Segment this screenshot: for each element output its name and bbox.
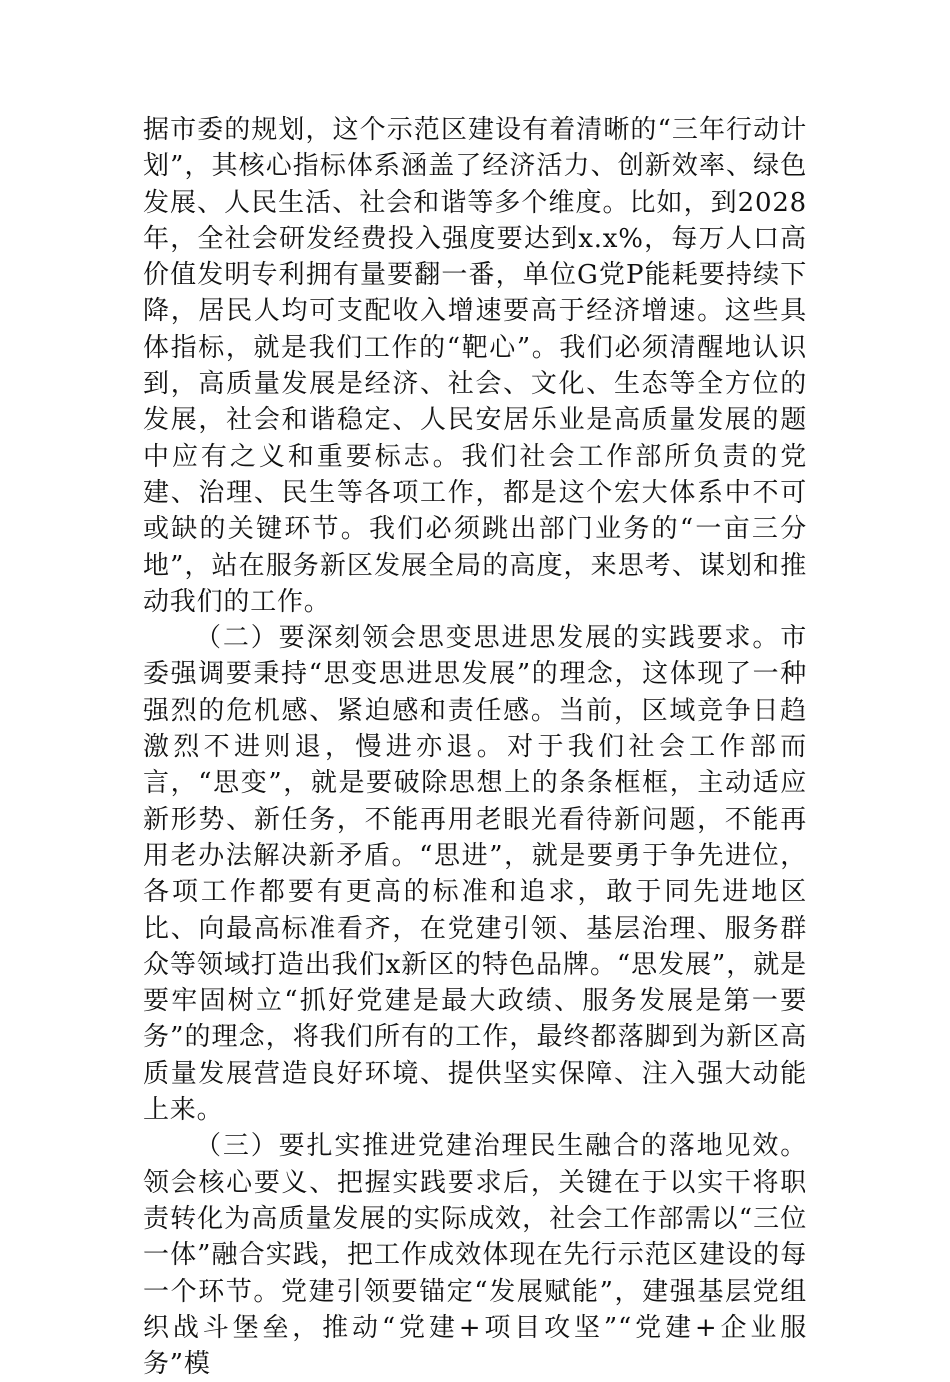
document-body bbox=[143, 112, 807, 1382]
paragraph-integration-effectiveness: （三）要扎实推进党建治理民生融合的落地见效。领会核心要义、把握实践要求后，关键在于以实干将职责转化为高质量发展的实际成效，社会工作部需以“三位一体”融合实践，把工作成效体现在先行示范区建设的每一个环节。党建引领要锚定“发展赋能”，建强基层党组织战斗堡垒，推动“党建+项目攻坚”“党建+企业服务”模 bbox=[143, 1131, 807, 1380]
paragraph-practice-requirements: （二）要深刻领会思变思进思发展的实践要求。市委强调要秉持“思变思进思发展”的理念，这体现了一种强烈的危机感、紧迫感和责任感。当前，区域竞争日趋激烈不进则退，慢进亦退。对于我们社会工作部而言，“思变”，就是要破除思想上的条条框框，主动适应新形势、新任务，不能再用老眼光看待新问题，不能再用老办法解决新矛盾。“思进”，就是要勇于争先进位，各项工作都要有更高的标准和追求，敢于同先进地区比、向最高标准看齐，在党建引领、基层治理、服务群众等领域打造出我们x新区的特色品牌。“思发展”，就是要牢固树立“抓好党建是最大政绩、服务发展是第一要务”的理念，将我们所有的工作，最终都落脚到为新区高质量发展营造良好环境、提供坚实保障、注入强大动能上来。 bbox=[143, 623, 807, 1126]
paragraph-plan-indicators: 据市委的规划，这个示范区建设有着清晰的“三年行动计划”，其核心指标体系涵盖了经济活力、创新效率、绿色发展、人民生活、社会和谐等多个维度。比如，到2028年，全社会研发经费投入强度要达到x.x%，每万人口高价值发明专利拥有量要翻一番，单位G党P能耗要持续下降，居民人均可支配收入增速要高于经济增速。这些具体指标，就是我们工作的“靶心”。我们必须清醒地认识到，高质量发展是经济、社会、文化、生态等全方位的发展，社会和谐稳定、人民安居乐业是高质量发展的题中应有之义和重要标志。我们社会工作部所负责的党建、治理、民生等各项工作，都是这个宏大体系中不可或缺的关键环节。我们必须跳出部门业务的“一亩三分地”，站在服务新区发展全局的高度，来思考、谋划和推动我们的工作。 bbox=[143, 115, 807, 617]
